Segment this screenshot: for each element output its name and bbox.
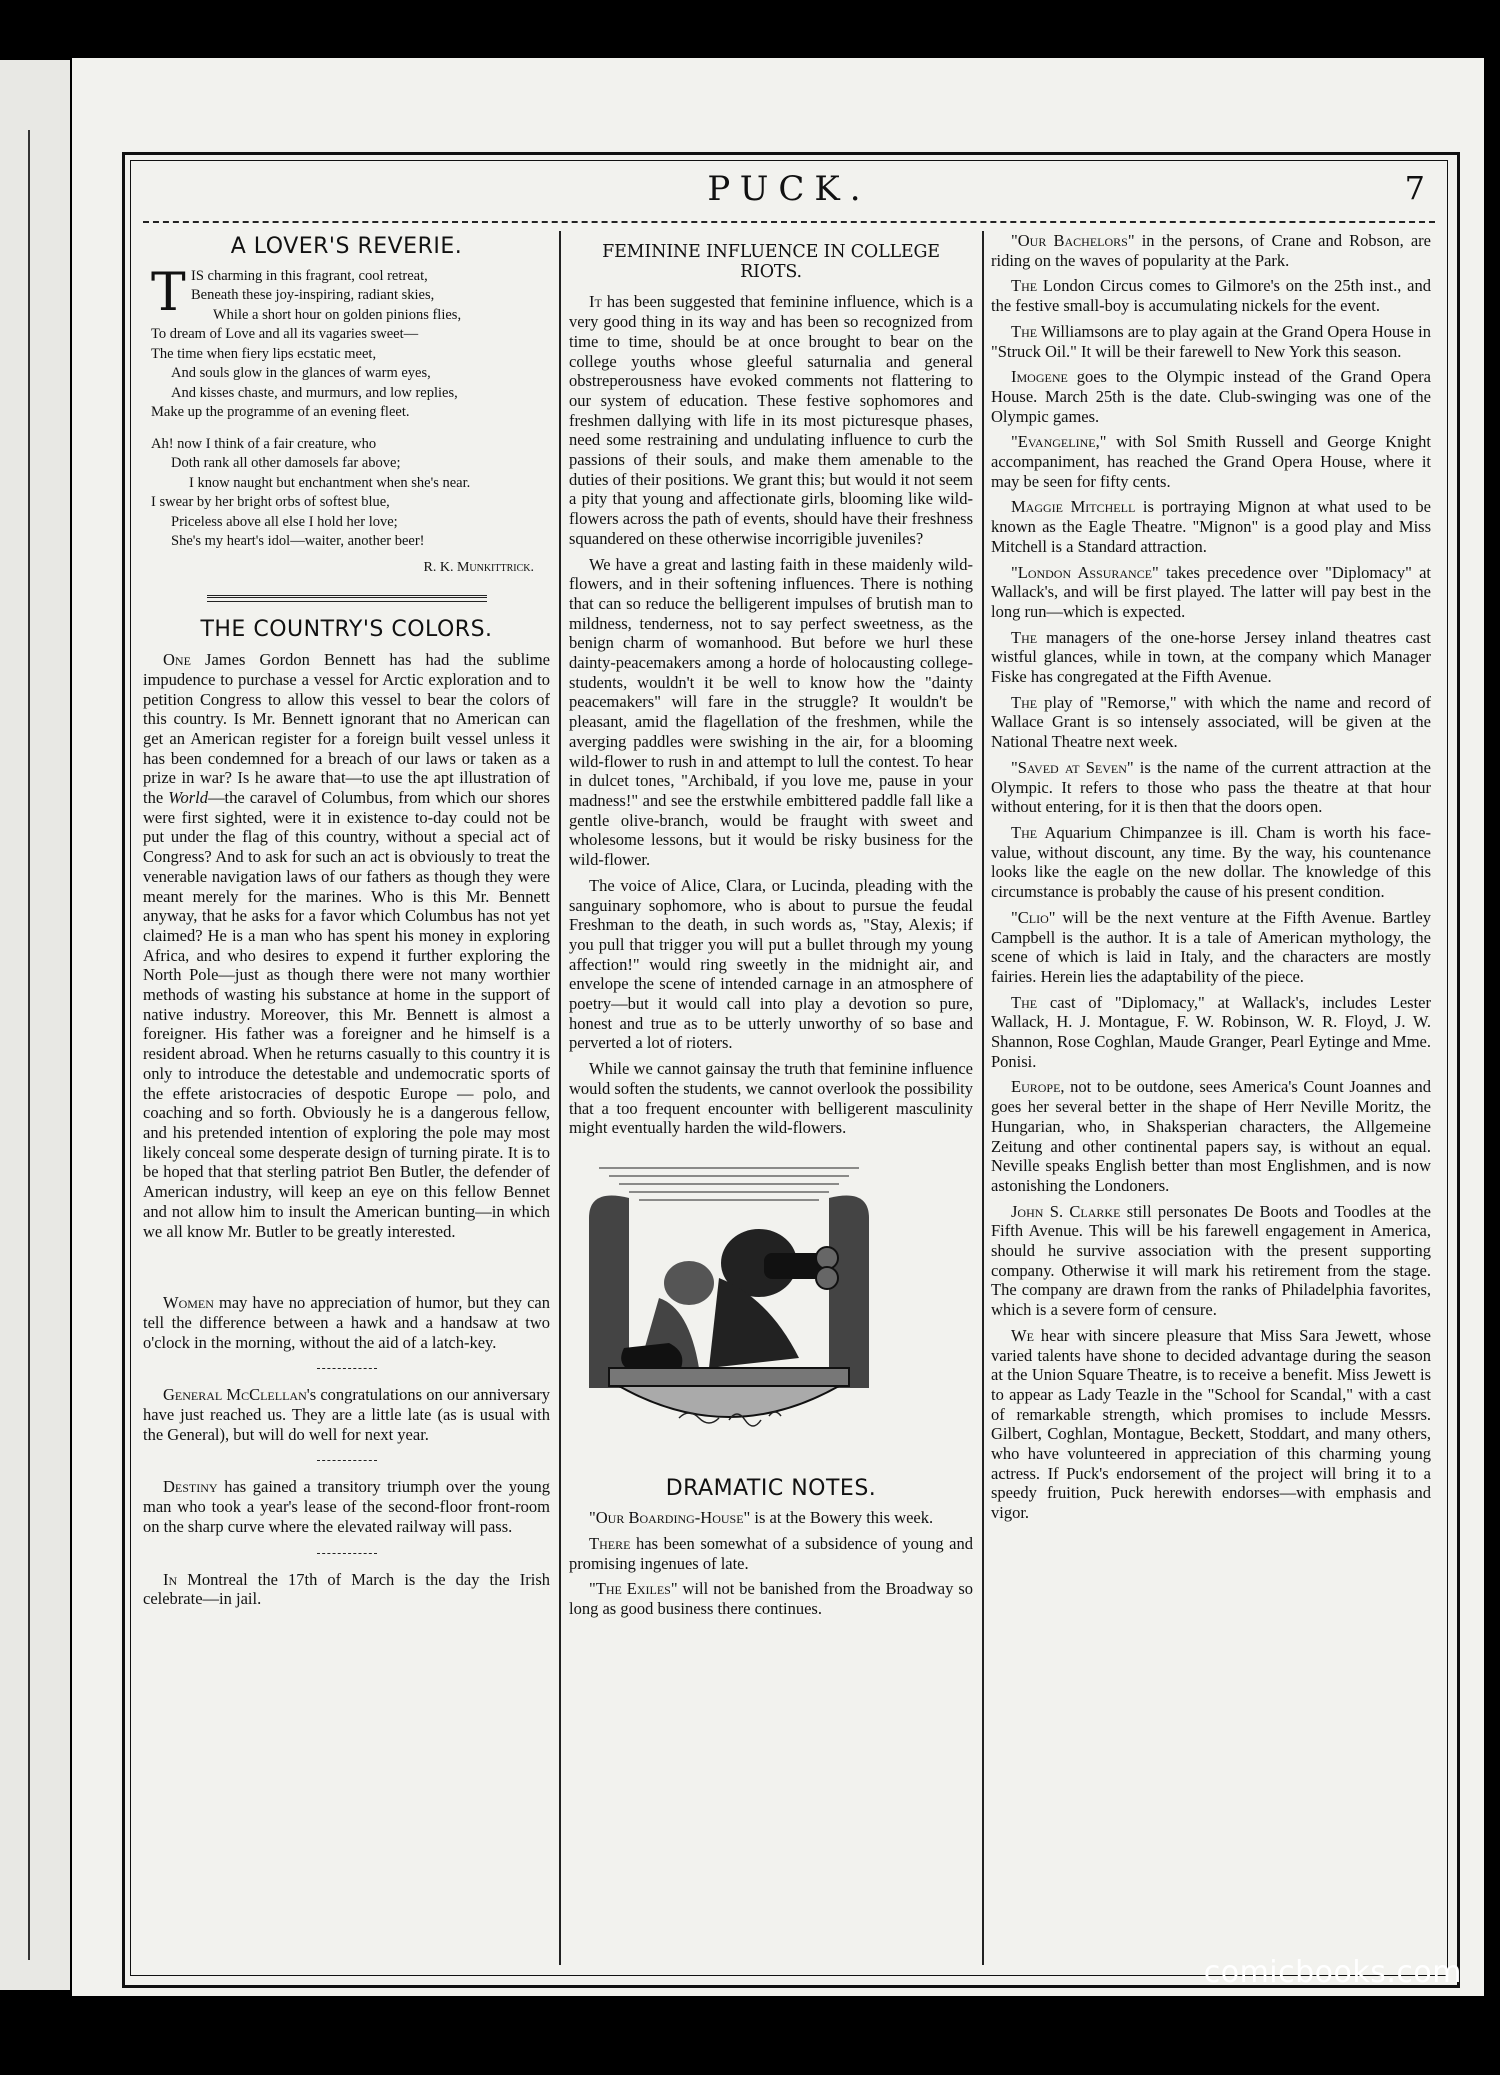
- dramatic-note-item: The managers of the one-horse Jersey inland theatres cast wistful glances, while in town, at the company which Manager Fiske has congregated at the Fifth Avenue.: [991, 627, 1431, 687]
- column-2: [569, 231, 973, 1965]
- note-paragraph: "Our Boarding-House" is at the Bowery this week.: [589, 1508, 934, 1528]
- colors-title: THE COUNTRY'S COLORS.: [200, 617, 493, 643]
- dramatic-note-item: The play of "Remorse," with which the name and record of Wallace Grant is so intensely associated, will be given at the National Theatre next week.: [991, 692, 1431, 752]
- dramatic-note-item: The London Circus comes to Gilmore's on the 25th inst., and the festive small-boy is accumulating nickels for the event.: [991, 276, 1431, 316]
- poem-line: And souls glow in the glances of warm eyes,: [171, 365, 431, 382]
- poem-line: Priceless above all else I hold her love;: [171, 513, 398, 530]
- note-paragraph: "The Exiles" will not be banished from the Broadway so long as good business there continues.: [569, 1579, 973, 1619]
- feminine-paragraph: We have a great and lasting faith in these maidenly wild-flowers, and in their softening influences. There is nothing that can so reduce the belligerent impulses of brutish man to mildness, tenderness, not to say perfect sweetness, as the benign charm of womanhood. But before we hurl these dainty-peacemakers among a horde of holocausting college-students, wouldn't it be well to know how the "dainty peacemakers" will fare in the struggle? It wouldn't be pleasant, amid the flagellation of the freshmen, while the averging paddles were swishing in the air, for a blooming wild-flower to rush in and attempt to lull the contest. To hear in dulcet tones, "Archibald, if you love me, pause in your madness!" and see the erstwhile embittered paddle fall like a gentle olive-branch, would be fraught with sweet and wholesome lessons, but it would be risky business for the wild-flower.: [569, 554, 973, 870]
- masthead: PUCK.: [707, 169, 871, 209]
- dramatic-note-item: Europe, not to be outdone, sees America's Count Joannes and goes her several better in the shape of Herr Neville Moritz, the Hungarian, who, in Shaksperian characters, the Allgemeine Zeitung and other continental papers say, is without an equal. Neville speaks English better than most Englishmen, and is now astonishing the Londoners.: [991, 1077, 1431, 1195]
- divider: [317, 1368, 377, 1369]
- dramatic-note-item: John S. Clarke still personates De Boots and Toodles at the Fifth Avenue. This will be his farewell engagement in America, should he survive association with the present supporting company. Otherwise it will mark his retirement from the stage. The company are drawn from the ranks of Philadelphia favorites, which is a severe form of censure.: [991, 1201, 1431, 1320]
- poem-line: Make up the programme of an evening fleet.: [151, 404, 410, 421]
- magazine-page: [72, 58, 1484, 1996]
- poem: [151, 262, 550, 552]
- poem-line: I know naught but enchantment when she's near.: [189, 474, 471, 491]
- dramatic-note-item: The Aquarium Chimpanzee is ill. Cham is worth his face-value, without discount, any time. By the way, his countenance looks like the eagle on the new dollar. The knowledge of this circumstance is probably the cause of his present condition.: [991, 822, 1431, 902]
- poem-line: I swear by her bright orbs of softest blue,: [151, 494, 390, 511]
- poem-line: While a short hour on golden pinions flies,: [213, 306, 462, 323]
- theatre-box-illustration: [569, 1158, 889, 1458]
- dramatic-note-item: "London Assurance" takes precedence over "Diplomacy" at Wallack's, and will be first played. The latter will pay best in the long run—which is expected.: [991, 562, 1431, 621]
- adjacent-page-edge: [0, 60, 70, 1990]
- dramatic-note-item: Imogene goes to the Olympic instead of the Grand Opera House. March 25th is the date. Club-swinging was one of the Olympic games.: [991, 367, 1431, 426]
- byline: R. K. Munkittrick.: [423, 559, 534, 575]
- poem-line: IS charming in this fragrant, cool retreat,: [191, 267, 428, 284]
- feminine-paragraph: It has been suggested that feminine influence, which is a very good thing in its way and has been so recognized from time to time, should be at once brought to bear on the college youths whose gleeful saturnalia and general obstreperousness have evoked comments not flattering to our system of education. These festive sophomores and freshmen dallying with life in its most picturesque phases, need some restraining and undulating influence to curb the passions of their souls, and make them amenable to the duties of their positions. We grant this; but would it not seem a pity that young and affectionate girls, blooming like wild-flowers across the path of events, should have their freshness squandered on these otherwise incorrigible juveniles?: [569, 292, 973, 548]
- dramatic-notes-title: DRAMATIC NOTES.: [665, 1475, 877, 1501]
- column-rule: [982, 231, 984, 1965]
- feminine-paragraph: While we cannot gainsay the truth that feminine influence would soften the students, we cannot overlook the possibility that a too frequent encounter with belligerent masculinity might eventually harden the wild-flowers.: [569, 1059, 973, 1138]
- poem-line: To dream of Love and all its vagaries sweet—: [151, 326, 419, 343]
- general-paragraph: General McClellan's congratulations on our anniversary have just reached us. They are a little late (as is usual with the General), but will do well for next year.: [143, 1385, 551, 1444]
- dramatic-note-item: "Our Bachelors" in the persons, of Crane and Robson, are riding on the waves of popularity at the Park.: [991, 231, 1431, 270]
- divider: [317, 1460, 377, 1461]
- poem-line: And kisses chaste, and murmurs, and low replies,: [171, 384, 458, 401]
- dramatic-note-item: "Saved at Seven" is the name of the current attraction at the Olympic. It refers to those who pass the theatre at that hour without entering, for it is then that the doors open.: [991, 757, 1432, 817]
- dramatic-note-item: Maggie Mitchell is portraying Mignon at what used to be known as the Eagle Theatre. "Mignon" is a good play and Miss Mitchell is a Standard attraction.: [991, 497, 1431, 556]
- dramatic-note-item: The cast of "Diplomacy," at Wallack's, includes Lester Wallack, H. J. Montague, F. W. Robinson, W. R. Floyd, J. W. Shannon, Rose Coghlan, Maude Granger, Pearl Eytinge and Mme. Ponisi.: [991, 992, 1431, 1071]
- feminine-paragraph: The voice of Alice, Clara, or Lucinda, pleading with the sanguinary sophomore, who is about to pursue the feudal Freshman to the death, in such words as, "Stay, Alexis; if you pull that trigger you will put a bullet through my young affection!" would ring sweetly in the midnight air, and envelope the scene of intended carnage in an atmosphere of poetry—but it would call into play a devotion so pure, honest and true as to be utterly unworthy of so base and perverted a lot of rioters.: [569, 875, 973, 1053]
- poem-line: The time when fiery lips ecstatic meet,: [151, 345, 377, 362]
- divider: [317, 1553, 377, 1554]
- dramatic-note-item: "Clio" will be the next venture at the Fifth Avenue. Bartley Campbell is the author. It is a tale of American mythology, the scene of which is laid in Italy, and the characters are mostly fairies. Herein lies the adaptability of the piece.: [991, 907, 1431, 986]
- adjacent-page-rule: [28, 130, 30, 1960]
- header-rule: [143, 221, 1435, 223]
- dramatic-note-item: We hear with sincere pleasure that Miss Sara Jewett, whose varied talents have shone to decided advantage during the season at the Union Square Theatre, is to receive a benefit. Miss Jewett is to appear as Lady Teazle in the "School for Scandal," with a cast of remarkable strength, which promises to include Messrs. Gilbert, Coghlan, Montague, Beckett, Stoddart, and many others, who have volunteered in appreciation of this charming young actress. If Puck's endorsement of the project will bring it to a speedy fruition, Puck herewith endorses—with emphasis and vigor.: [991, 1325, 1431, 1523]
- inner-border: [130, 160, 1448, 1976]
- reverie-title: A LOVER'S REVERIE.: [230, 234, 463, 259]
- montreal-paragraph: In Montreal the 17th of March is the day the Irish celebrate—in jail.: [143, 1569, 550, 1609]
- note-paragraph: There has been somewhat of a subsidence of young and promising ingenues of late.: [569, 1534, 973, 1573]
- column-3: [991, 231, 1431, 1965]
- poem-line: Ah! now I think of a fair creature, who: [151, 435, 377, 452]
- dramatic-note-item: The Williamsons are to play again at the Grand Opera House in "Struck Oil." It will be their farewell to New York this season.: [991, 321, 1431, 361]
- column-rule: [559, 231, 561, 1965]
- women-paragraph: Women may have no appreciation of humor, but they can tell the difference between a hawk and a handsaw at two o'clock in the morning, without the aid of a latch-key.: [143, 1293, 550, 1352]
- section-ornament: [207, 595, 487, 602]
- poem-line: Beneath these joy-inspiring, radiant skies,: [191, 287, 435, 304]
- drop-cap: T: [151, 262, 186, 323]
- poem-line: Doth rank all other damosels far above;: [171, 455, 401, 472]
- column-1: [143, 231, 550, 1965]
- colors-paragraph: One James Gordon Bennett has had the sublime impudence to purchase a vessel for Arctic exploration and to petition Congress to allow this vessel to bear the colors of this country. Is Mr. Bennett ignorant that no American can get an American register for a foreign built vessel unless it has been condemned for a breach of our laws or taken as a prize in war? Is he aware that—to use the apt illustration of the World—the caravel of Columbus, from which our shores were first sighted, were it in existence to-day could not be put under the flag of this country, without a special act of Congress? And to ask for such an act is obviously to treat the venerable navigation laws of our fathers as though they were meant merely for the marines. Who is this Mr. Bennett anyway, that he asks for a favor which Columbus has not yet claimed? He is a man who has spent his money in exploring Africa, and who desires to expend it further exploring the North Pole—just as though there were not many worthier methods of wasting his substance at home in the support of native industry. Moreover, this Mr. Bennett is almost a foreigner. His father was a foreigner and he himself is a resident abroad. When he returns casually to this country it is only to introduce the detestable and undemocratic sports of the effete aristocracies of despotic Europe — polo, and coaching and so forth. Obviously he is a dangerous fellow, and his pretended intention of exploring the pole may most likely conceal some desperate design of turning pirate. It is to be hoped that that sterling patriot Ben Butler, the defender of American industry, will keep an eye on this fellow Bennet and not allow him to insult the American bunting—in which we all know Mr. Butler to be greatly interested.: [143, 650, 550, 1241]
- dramatic-note-item: "Evangeline," with Sol Smith Russell and George Knight accompaniment, has reached the Grand Opera House, where it may be seen for fifty cents.: [991, 432, 1431, 491]
- poem-line: She's my heart's idol—waiter, another beer!: [171, 533, 425, 550]
- page-number: 7: [1404, 169, 1425, 207]
- destiny-paragraph: Destiny has gained a transitory triumph over the young man who took a year's lease of the second-floor front-room on the sharp curve where the elevated railway will pass.: [143, 1477, 550, 1536]
- watermark: comicbooks.com: [1203, 1955, 1462, 1990]
- feminine-title: FEMININE INFLUENCE IN COLLEGE RIOTS.: [602, 242, 940, 282]
